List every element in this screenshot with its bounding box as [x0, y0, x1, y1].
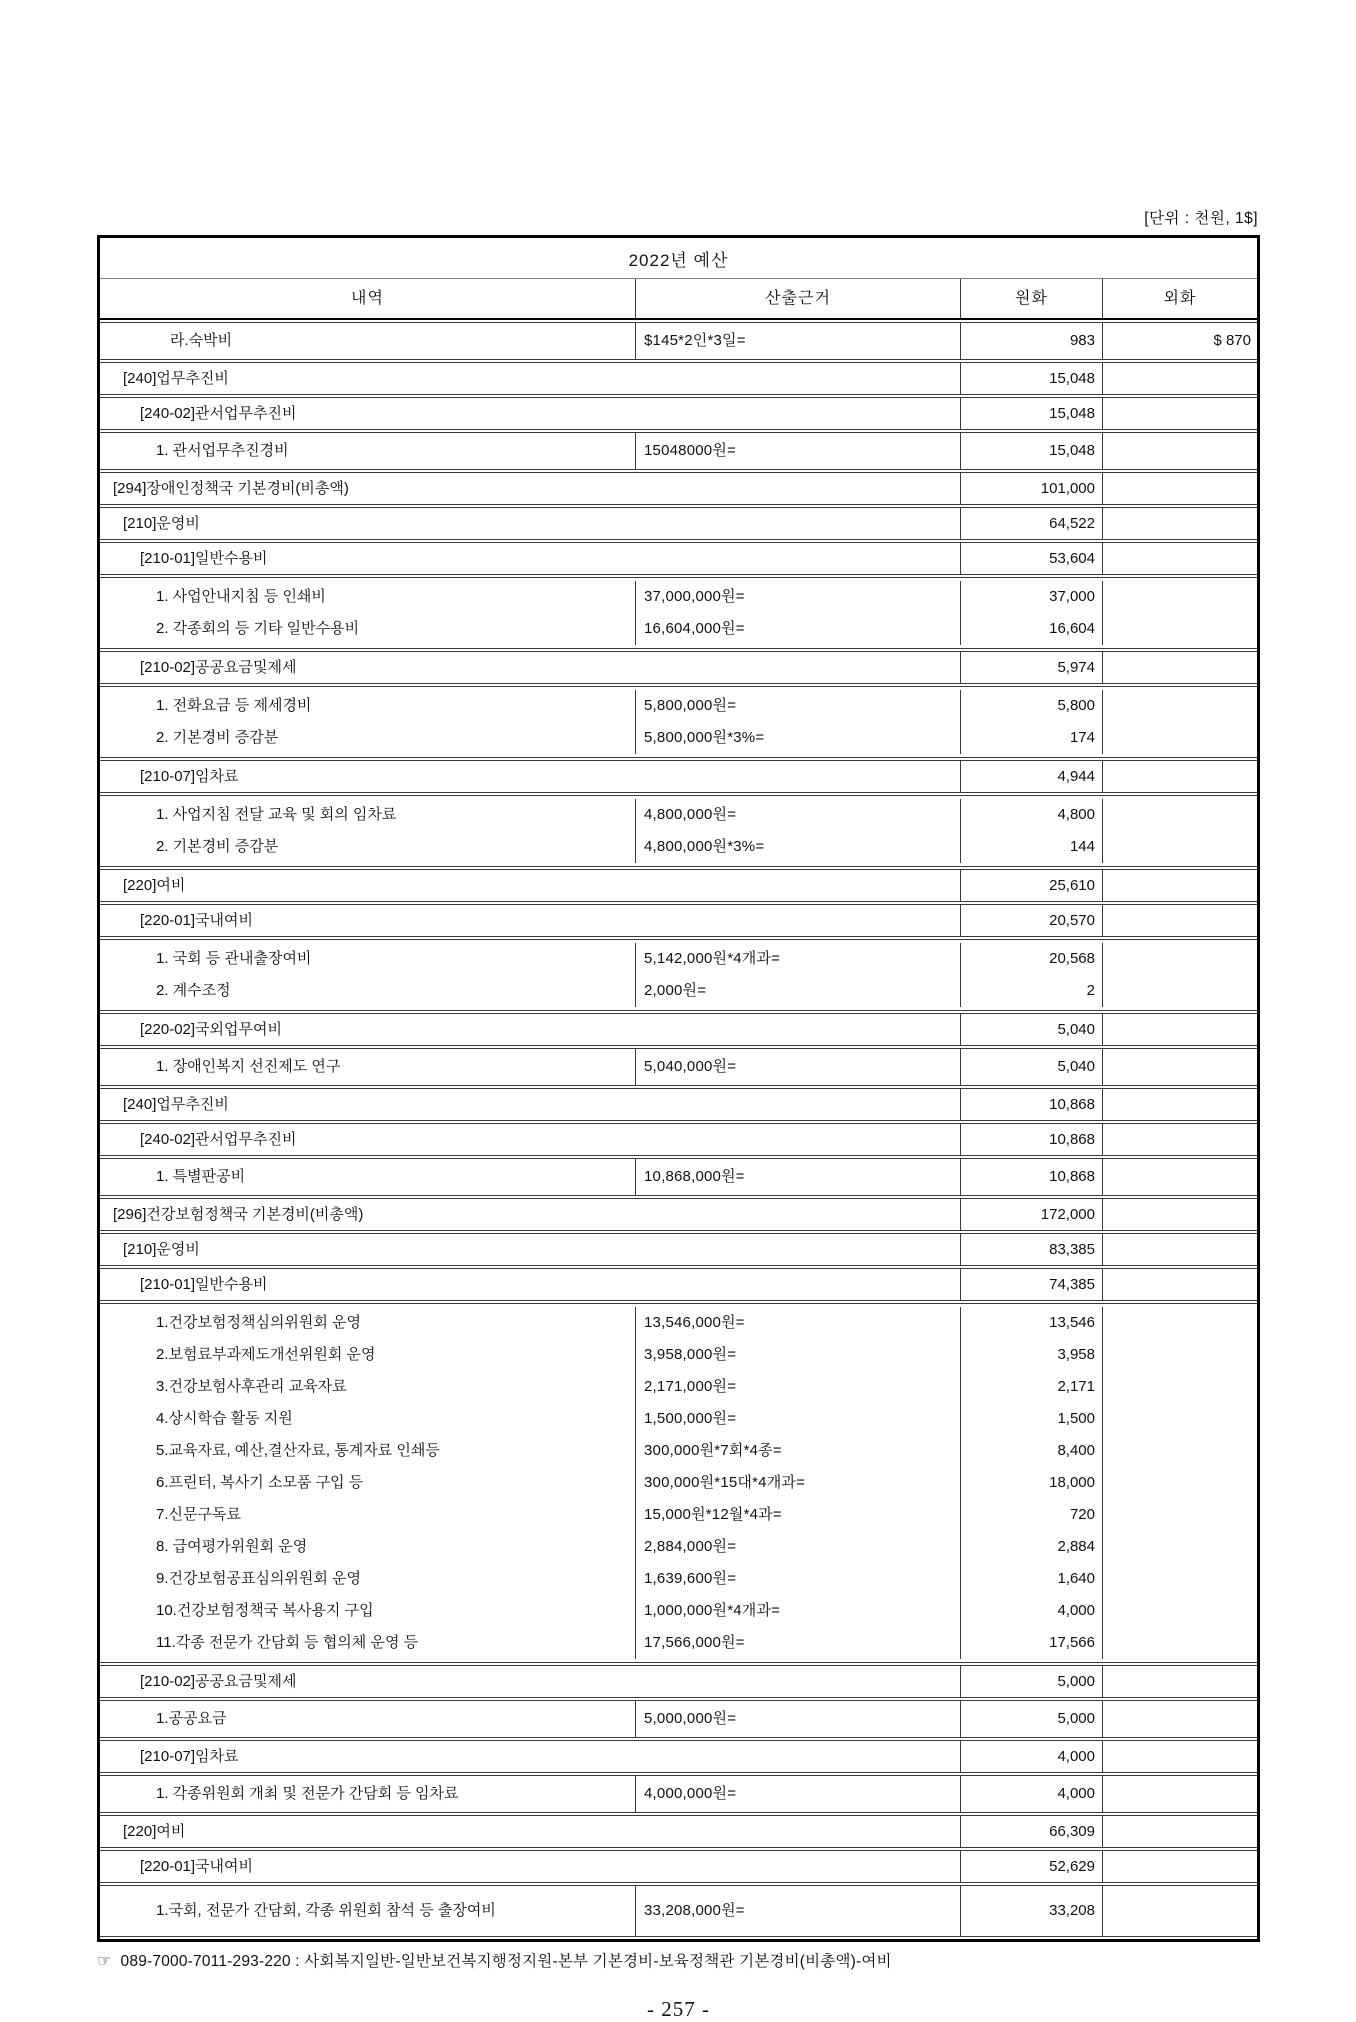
row-basis-cell: 10,868,000원= [635, 1159, 960, 1195]
table-row [100, 1741, 1257, 1772]
row-detail-cell: 1. 각종위원회 개최 및 전문가 간담회 등 임차료 [156, 1785, 459, 1802]
table-row-block [100, 686, 1257, 758]
row-krw-cell: 25,610 [960, 870, 1102, 901]
row-detail-cell: 8. 급여평가위원회 운영 [156, 1538, 308, 1555]
row-krw-cell: 1,500 [960, 1403, 1102, 1435]
col-header-basis: 산출근거 [635, 279, 960, 318]
row-detail-cell: [240-02]관서업무추진비 [140, 404, 297, 422]
row-krw-cell: 10,868 [960, 1124, 1102, 1155]
table-row [100, 1269, 1257, 1300]
table-row [100, 1776, 1257, 1812]
row-basis-cell: 13,546,000원= [635, 1307, 960, 1339]
row-detail-cell: [240]업무추진비 [123, 369, 229, 387]
row-detail-cell: 2. 기본경비 증감분 [156, 838, 279, 855]
row-detail-cell: [210-07]임차료 [140, 767, 239, 785]
row-fx-cell [1102, 473, 1257, 504]
table-row [100, 905, 1257, 936]
row-fx-cell [1102, 1816, 1257, 1847]
row-detail-cell: 1.공공요금 [156, 1710, 227, 1727]
row-krw-cell: 720 [960, 1499, 1102, 1531]
table-row [100, 799, 1257, 831]
row-detail-cell: 1. 국회 등 관내출장여비 [156, 950, 312, 967]
row-fx-cell [1102, 1467, 1257, 1499]
row-fx-cell [1102, 398, 1257, 429]
row-detail-cell: 1. 장애인복지 선진제도 연구 [156, 1058, 341, 1075]
row-fx-cell [1102, 1776, 1257, 1812]
table-row [100, 1307, 1257, 1339]
table-row-block [100, 1088, 1257, 1121]
table-row [100, 1886, 1257, 1936]
footnote-text: 089-7000-7011-293-220 : 사회복지일반-일반보건복지행정지원-본부 기본경비-보육정책관 기본경비(비총액)-여비 [120, 1953, 892, 1970]
row-basis-cell: 1,500,000원= [635, 1403, 960, 1435]
row-krw-cell: 20,568 [960, 943, 1102, 975]
row-detail-cell: 2. 각종회의 등 기타 일반수용비 [156, 620, 360, 637]
row-fx-cell [1102, 1307, 1257, 1339]
table-row [100, 1049, 1257, 1085]
row-krw-cell: 4,000 [960, 1776, 1102, 1812]
table-row-block [100, 472, 1257, 505]
row-krw-cell: 4,000 [960, 1595, 1102, 1627]
row-fx-cell [1102, 905, 1257, 936]
row-fx-cell [1102, 831, 1257, 863]
table-row-block [100, 1268, 1257, 1301]
col-header-fx: 외화 [1102, 279, 1257, 318]
table-row-block [100, 939, 1257, 1011]
row-detail-cell: 1.국회, 전문가 간담회, 각종 위원회 참석 등 출장여비 [156, 1902, 496, 1919]
table-row [100, 473, 1257, 504]
table-row-block [100, 1048, 1257, 1086]
table-row-block [100, 1885, 1257, 1937]
row-krw-cell: 17,566 [960, 1627, 1102, 1659]
table-row [100, 1199, 1257, 1230]
row-detail-cell: 6.프린터, 복사기 소모품 구입 등 [156, 1474, 364, 1491]
row-fx-cell [1102, 1666, 1257, 1697]
row-krw-cell: 5,800 [960, 690, 1102, 722]
row-krw-cell: 1,640 [960, 1563, 1102, 1595]
row-krw-cell: 53,604 [960, 543, 1102, 574]
table-row-block [100, 1775, 1257, 1813]
table-row [100, 943, 1257, 975]
table-row [100, 652, 1257, 683]
row-krw-cell: 8,400 [960, 1435, 1102, 1467]
col-header-krw: 원화 [960, 279, 1102, 318]
row-basis-cell: 300,000원*7회*4종= [635, 1435, 960, 1467]
row-krw-cell: 174 [960, 722, 1102, 754]
table-row [100, 1701, 1257, 1737]
row-detail-cell: 11.각종 전문가 간담회 등 협의체 운영 등 [156, 1634, 419, 1651]
row-fx-cell [1102, 1627, 1257, 1659]
row-basis-cell: 37,000,000원= [635, 581, 960, 613]
row-krw-cell: 3,958 [960, 1339, 1102, 1371]
table-row-block [100, 1815, 1257, 1848]
table-row [100, 1371, 1257, 1403]
table-row-block [100, 1850, 1257, 1883]
row-detail-cell: 1. 전화요금 등 제세경비 [156, 697, 312, 714]
row-krw-cell: 10,868 [960, 1089, 1102, 1120]
budget-table [97, 235, 1260, 1942]
row-krw-cell: 2,884 [960, 1531, 1102, 1563]
row-fx-cell [1102, 1049, 1257, 1085]
table-row [100, 1089, 1257, 1120]
table-row [100, 761, 1257, 792]
row-detail-cell: 5.교육자료, 예산,결산자료, 통계자료 인쇄등 [156, 1442, 440, 1459]
row-detail-cell: 2. 기본경비 증감분 [156, 729, 279, 746]
table-row-block [100, 542, 1257, 575]
row-fx-cell [1102, 581, 1257, 613]
row-krw-cell: 15,048 [960, 398, 1102, 429]
row-basis-cell: 5,800,000원= [635, 690, 960, 722]
row-fx-cell [1102, 1595, 1257, 1627]
row-krw-cell: 52,629 [960, 1851, 1102, 1882]
row-fx-cell [1102, 943, 1257, 975]
row-fx-cell [1102, 1886, 1257, 1936]
table-row-block [100, 1198, 1257, 1231]
table-row-block [100, 760, 1257, 793]
row-fx-cell [1102, 1741, 1257, 1772]
row-fx-cell [1102, 1851, 1257, 1882]
row-basis-cell: 4,800,000원*3%= [635, 831, 960, 863]
row-krw-cell: 83,385 [960, 1234, 1102, 1265]
table-row [100, 433, 1257, 469]
table-row [100, 581, 1257, 613]
col-header-detail: 내역 [351, 289, 384, 307]
table-row-block [100, 1123, 1257, 1156]
row-krw-cell: 18,000 [960, 1467, 1102, 1499]
pointing-hand-icon: ☞ [97, 1953, 112, 1970]
row-detail-cell: [210]운영비 [123, 1240, 200, 1258]
table-row [100, 1124, 1257, 1155]
row-basis-cell: 1,639,600원= [635, 1563, 960, 1595]
footnote [97, 1952, 1260, 1971]
row-fx-cell [1102, 1701, 1257, 1737]
row-krw-cell: 5,974 [960, 652, 1102, 683]
row-basis-cell: 3,958,000원= [635, 1339, 960, 1371]
row-detail-cell: [210-01]일반수용비 [140, 549, 268, 567]
row-fx-cell [1102, 870, 1257, 901]
table-blocks [100, 322, 1257, 1939]
row-detail-cell: [220-01]국내여비 [140, 911, 254, 929]
row-detail-cell: 10.건강보험정책국 복사용지 구입 [156, 1602, 374, 1619]
table-row [100, 363, 1257, 394]
row-fx-cell [1102, 1014, 1257, 1045]
row-krw-cell: 2 [960, 975, 1102, 1007]
row-krw-cell: 37,000 [960, 581, 1102, 613]
table-row-block [100, 577, 1257, 649]
row-basis-cell: 16,604,000원= [635, 613, 960, 645]
table-row [100, 1467, 1257, 1499]
row-basis-cell: 300,000원*15대*4개과= [635, 1467, 960, 1499]
row-fx-cell [1102, 613, 1257, 645]
row-fx-cell [1102, 1159, 1257, 1195]
row-basis-cell: 33,208,000원= [635, 1886, 960, 1936]
row-detail-cell: 1. 특별판공비 [156, 1168, 246, 1185]
row-krw-cell: 4,000 [960, 1741, 1102, 1772]
table-row [100, 1531, 1257, 1563]
row-krw-cell: 4,944 [960, 761, 1102, 792]
table-row-block [100, 1665, 1257, 1698]
row-detail-cell: [220-01]국내여비 [140, 1857, 254, 1875]
row-detail-cell: 3.건강보험사후관리 교육자료 [156, 1378, 347, 1395]
row-fx-cell [1102, 1234, 1257, 1265]
table-row [100, 613, 1257, 645]
row-detail-cell: 1. 사업안내지침 등 인쇄비 [156, 588, 326, 605]
row-basis-cell: 5,142,000원*4개과= [635, 943, 960, 975]
row-basis-cell: 5,040,000원= [635, 1049, 960, 1085]
table-row-block [100, 362, 1257, 395]
row-fx-cell [1102, 652, 1257, 683]
table-row-block [100, 1740, 1257, 1773]
table-row-block [100, 1233, 1257, 1266]
row-detail-cell: 9.건강보험공표심의위원회 운영 [156, 1570, 362, 1587]
table-row-block [100, 904, 1257, 937]
row-krw-cell: 101,000 [960, 473, 1102, 504]
row-krw-cell: 4,800 [960, 799, 1102, 831]
row-fx-cell [1102, 543, 1257, 574]
row-detail-cell: [220]여비 [123, 876, 186, 894]
row-fx-cell [1102, 799, 1257, 831]
table-row-block [100, 651, 1257, 684]
row-fx-cell [1102, 722, 1257, 754]
row-detail-cell: [296]건강보험정책국 기본경비(비총액) [113, 1205, 364, 1223]
row-detail-cell: [210-02]공공요금및제세 [140, 1672, 297, 1690]
table-row-block [100, 432, 1257, 470]
table-row [100, 398, 1257, 429]
page-content [97, 206, 1260, 2022]
row-basis-cell: 5,800,000원*3%= [635, 722, 960, 754]
row-detail-cell: [210-07]임차료 [140, 1747, 239, 1765]
table-row-block [100, 397, 1257, 430]
row-fx-cell [1102, 1499, 1257, 1531]
row-fx-cell [1102, 1339, 1257, 1371]
row-fx-cell [1102, 1531, 1257, 1563]
row-detail-cell: 1. 사업지침 전달 교육 및 회의 임차료 [156, 806, 397, 823]
row-fx-cell: $ 870 [1102, 323, 1257, 359]
row-krw-cell: 172,000 [960, 1199, 1102, 1230]
row-detail-cell: 2. 계수조정 [156, 982, 231, 999]
table-row [100, 323, 1257, 359]
row-basis-cell: 15,000원*12월*4과= [635, 1499, 960, 1531]
row-fx-cell [1102, 1089, 1257, 1120]
table-row [100, 690, 1257, 722]
row-basis-cell: 15048000원= [635, 433, 960, 469]
table-row [100, 1666, 1257, 1697]
row-fx-cell [1102, 1563, 1257, 1595]
row-krw-cell: 983 [960, 323, 1102, 359]
table-row-block [100, 1013, 1257, 1046]
table-row [100, 1403, 1257, 1435]
table-row-block [100, 507, 1257, 540]
table-row [100, 1595, 1257, 1627]
table-row [100, 831, 1257, 863]
table-row [100, 1339, 1257, 1371]
row-basis-cell: 2,884,000원= [635, 1531, 960, 1563]
table-row [100, 975, 1257, 1007]
table-row [100, 1816, 1257, 1847]
table-row [100, 1627, 1257, 1659]
row-basis-cell: 17,566,000원= [635, 1627, 960, 1659]
row-basis-cell: 2,171,000원= [635, 1371, 960, 1403]
row-detail-cell: [294]장애인정책국 기본경비(비총액) [113, 479, 349, 497]
row-fx-cell [1102, 1269, 1257, 1300]
row-detail-cell: 1.건강보험정책심의위원회 운영 [156, 1314, 362, 1331]
row-detail-cell: 1. 관서업무추진경비 [156, 442, 289, 459]
row-krw-cell: 144 [960, 831, 1102, 863]
row-krw-cell: 66,309 [960, 1816, 1102, 1847]
row-fx-cell [1102, 1435, 1257, 1467]
row-fx-cell [1102, 1124, 1257, 1155]
unit-label: [단위 : 천원, 1$] [1144, 210, 1258, 227]
row-basis-cell: 5,000,000원= [635, 1701, 960, 1737]
row-detail-cell: [210]운영비 [123, 514, 200, 532]
row-krw-cell: 10,868 [960, 1159, 1102, 1195]
row-basis-cell: 4,800,000원= [635, 799, 960, 831]
row-basis-cell: 1,000,000원*4개과= [635, 1595, 960, 1627]
table-title: 2022년 예산 [100, 238, 1257, 279]
row-detail-cell: 2.보험료부과제도개선위원회 운영 [156, 1346, 376, 1363]
row-detail-cell: 7.신문구독료 [156, 1506, 241, 1523]
row-detail-cell: [210-02]공공요금및제세 [140, 658, 297, 676]
row-fx-cell [1102, 508, 1257, 539]
row-fx-cell [1102, 363, 1257, 394]
row-krw-cell: 20,570 [960, 905, 1102, 936]
table-header-row [100, 279, 1257, 320]
table-row [100, 722, 1257, 754]
row-krw-cell: 16,604 [960, 613, 1102, 645]
row-krw-cell: 64,522 [960, 508, 1102, 539]
row-fx-cell [1102, 975, 1257, 1007]
row-basis-cell: 4,000,000원= [635, 1776, 960, 1812]
table-row [100, 543, 1257, 574]
row-krw-cell: 2,171 [960, 1371, 1102, 1403]
row-fx-cell [1102, 433, 1257, 469]
table-row [100, 1499, 1257, 1531]
page-number: - 257 - [647, 1997, 710, 2022]
row-fx-cell [1102, 1371, 1257, 1403]
row-krw-cell: 5,040 [960, 1014, 1102, 1045]
table-row-block [100, 322, 1257, 360]
table-row-block [100, 1700, 1257, 1738]
row-detail-cell: [220-02]국외업무여비 [140, 1020, 282, 1038]
table-row-block [100, 795, 1257, 867]
row-krw-cell: 5,000 [960, 1666, 1102, 1697]
row-basis-cell: $145*2인*3일= [635, 323, 960, 359]
table-row [100, 508, 1257, 539]
row-fx-cell [1102, 761, 1257, 792]
row-detail-cell: [240]업무추진비 [123, 1095, 229, 1113]
row-krw-cell: 33,208 [960, 1886, 1102, 1936]
row-fx-cell [1102, 1403, 1257, 1435]
row-detail-cell: [210-01]일반수용비 [140, 1275, 268, 1293]
row-krw-cell: 15,048 [960, 363, 1102, 394]
table-row [100, 870, 1257, 901]
table-row [100, 1234, 1257, 1265]
row-basis-cell: 2,000원= [635, 975, 960, 1007]
table-row [100, 1435, 1257, 1467]
row-krw-cell: 5,040 [960, 1049, 1102, 1085]
row-krw-cell: 13,546 [960, 1307, 1102, 1339]
table-row-block [100, 1158, 1257, 1196]
row-detail-cell: 라.숙박비 [170, 332, 233, 349]
row-krw-cell: 5,000 [960, 1701, 1102, 1737]
row-krw-cell: 15,048 [960, 433, 1102, 469]
row-detail-cell: [240-02]관서업무추진비 [140, 1130, 297, 1148]
table-row-block [100, 869, 1257, 902]
row-detail-cell: 4.상시학습 활동 지원 [156, 1410, 293, 1427]
row-fx-cell [1102, 1199, 1257, 1230]
row-krw-cell: 74,385 [960, 1269, 1102, 1300]
row-detail-cell: [220]여비 [123, 1822, 186, 1840]
table-row [100, 1851, 1257, 1882]
table-row-block [100, 1303, 1257, 1663]
table-row [100, 1563, 1257, 1595]
table-row [100, 1014, 1257, 1045]
table-row [100, 1159, 1257, 1195]
row-fx-cell [1102, 690, 1257, 722]
